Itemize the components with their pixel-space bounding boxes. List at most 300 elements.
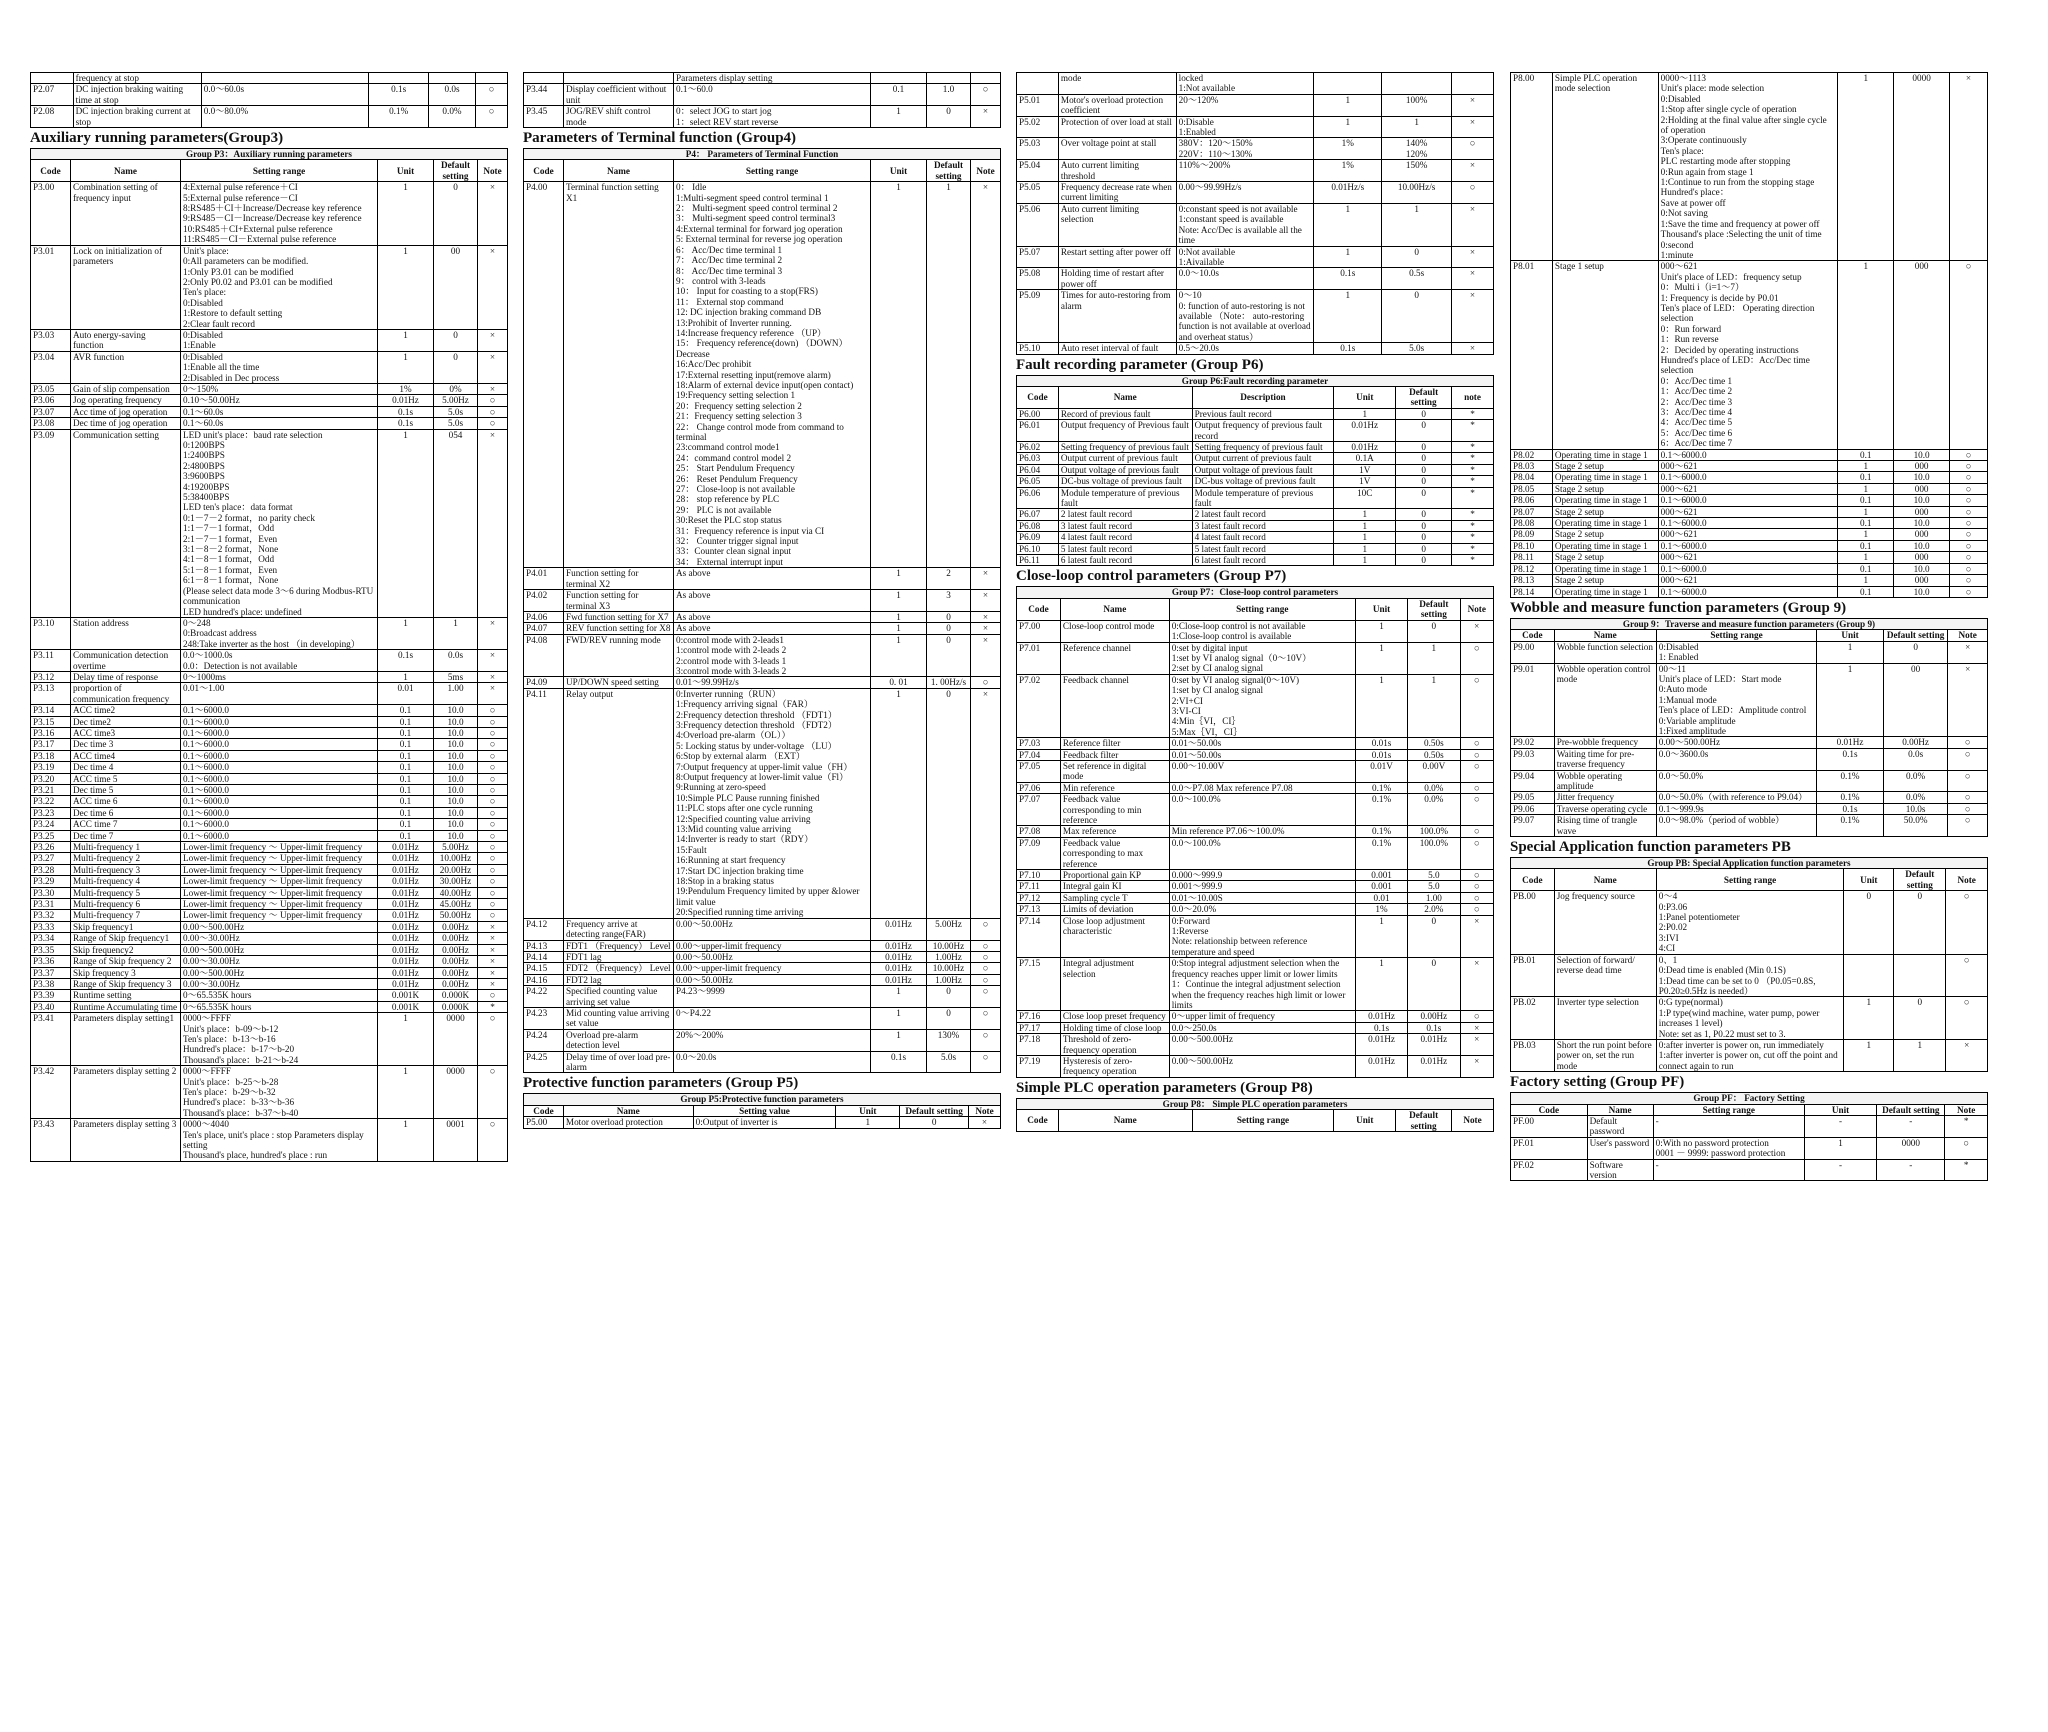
table-cell: 10.0 (434, 807, 478, 818)
table-cell: - (1877, 1159, 1945, 1181)
table-cell: P7.01 (1017, 642, 1061, 674)
table-cell: Waiting time for pre-traverse frequency (1554, 748, 1656, 770)
table-row (31, 106, 508, 128)
table-row (31, 785, 508, 796)
table-cell: 0.1 (378, 727, 434, 738)
column-header: Name (563, 1105, 693, 1116)
table-cell: ○ (1452, 138, 1494, 160)
table-cell: 0.00～30.00Hz (181, 933, 378, 944)
table-row (1017, 915, 1494, 958)
table-cell: Module temperature of previous fault (1058, 487, 1192, 509)
table-cell: ○ (1950, 261, 1988, 449)
table-cell: 0000 (434, 1066, 478, 1119)
table-cell: 1 (378, 329, 434, 351)
table-cell: 0.01Hz (378, 978, 434, 989)
column-header: Code (1017, 386, 1059, 408)
table-cell: 10.0 (434, 705, 478, 716)
table-cell: ○ (478, 727, 508, 738)
table-cell: 1 (1838, 483, 1894, 494)
table-cell: ○ (478, 819, 508, 830)
table-cell: 5.0 (1408, 881, 1460, 892)
table-cell: 0.1s (378, 650, 434, 672)
table-cell: ○ (478, 1119, 508, 1162)
table-cell: 0.0s (429, 84, 476, 106)
table-cell: × (478, 978, 508, 989)
table-cell: P7.13 (1017, 904, 1061, 915)
table-cell: ACC time2 (71, 705, 181, 716)
table-row (524, 84, 1001, 106)
table-cell: 0.00～upper-limit frequency (674, 940, 871, 951)
table-cell: Restart setting after power off (1058, 246, 1176, 268)
table-cell: ACC time3 (71, 727, 181, 738)
table-cell: 1 (1408, 674, 1460, 737)
table-cell: 000～621 (1658, 552, 1838, 563)
column-header: Setting range (1169, 598, 1355, 620)
table-cell: 0.1 (378, 716, 434, 727)
table-cell: P3.40 (31, 1001, 71, 1012)
table-cell: 0 (927, 623, 971, 634)
table-cell: 0 (1396, 420, 1452, 442)
table-cell: 20～120% (1176, 94, 1314, 116)
table-row (1511, 261, 1988, 449)
table-cell: P7.09 (1017, 837, 1061, 869)
table-cell: 0：select JOG to start jog 1：select REV start reverse (674, 106, 871, 128)
table-cell: As above (674, 623, 871, 634)
table-cell: P3.29 (31, 876, 71, 887)
table-cell: 1 (1355, 674, 1407, 737)
table-cell: × (971, 568, 1001, 590)
column-header: Name (1058, 1110, 1192, 1132)
table-row (31, 967, 508, 978)
table-cell (201, 73, 369, 84)
column-header: Setting range (1656, 869, 1843, 891)
table-cell: 0.1 (378, 750, 434, 761)
table-caption: Group 9：Traverse and measure function parameters (Group 9) (1511, 618, 1988, 629)
table-cell: 000～621 (1658, 506, 1838, 517)
table-cell: P8.13 (1511, 575, 1553, 586)
table-cell: × (478, 351, 508, 383)
table-cell: 4 latest fault record (1192, 532, 1334, 543)
table-cell: P6.09 (1017, 532, 1059, 543)
table-cell: 10.0 (1894, 563, 1950, 574)
table-header-row (524, 1105, 1001, 1116)
table-cell: 10.0 (434, 830, 478, 841)
table-cell: 0.1s (1314, 268, 1382, 290)
param-table-groupF (1510, 1092, 1988, 1181)
table-cell: 0.01Hz (378, 864, 434, 875)
table-cell: P9.07 (1511, 815, 1555, 837)
table-cell: ○ (1948, 792, 1988, 803)
table-cell: Multi-frequency 3 (71, 864, 181, 875)
table-cell: × (1452, 160, 1494, 182)
table-cell: ○ (478, 750, 508, 761)
table-cell: Motor's overload protection coefficient (1058, 94, 1176, 116)
table-row (1511, 1039, 1988, 1071)
table-cell: 1 (1355, 620, 1407, 642)
table-row (31, 762, 508, 773)
table-cell: 1 (1817, 663, 1884, 737)
param-table-group8 (1510, 72, 1988, 598)
table-cell: Operating time in stage 1 (1552, 586, 1658, 597)
column-header: Default setting (1894, 869, 1946, 891)
column-header: Unit (1804, 1104, 1876, 1115)
table-row (1017, 674, 1494, 737)
column-header: Setting range (1192, 1110, 1334, 1132)
table-cell (1314, 73, 1382, 95)
table-row (1017, 555, 1494, 566)
table-cell: ○ (1460, 904, 1494, 915)
table-cell: 0 (1396, 532, 1452, 543)
table-cell: Parameters display setting (674, 73, 871, 84)
table-row (1017, 343, 1494, 354)
table-cell (1452, 73, 1494, 95)
table-caption: Group PF： Factory Setting (1511, 1093, 1988, 1104)
table-cell: 10C (1334, 487, 1396, 509)
table-cell: 0.00Hz (434, 967, 478, 978)
table-cell: 0.01～99.99Hz/s (674, 677, 871, 688)
table-cell: 0～150% (181, 383, 378, 394)
table-cell: 0.000K (434, 1001, 478, 1012)
table-cell: P4.01 (524, 568, 564, 590)
table-cell: P7.05 (1017, 760, 1061, 782)
table-cell: P3.04 (31, 351, 71, 383)
table-cell: P9.05 (1511, 792, 1555, 803)
table-cell: 1 (1838, 552, 1894, 563)
table-cell: Default password (1587, 1115, 1653, 1137)
table-cell: P8.12 (1511, 563, 1553, 574)
table-cell: ACC time 5 (71, 773, 181, 784)
table-cell: 1 (1314, 246, 1382, 268)
table-cell: ○ (1460, 782, 1494, 793)
table-cell: 000 (1894, 552, 1950, 563)
table-cell: Rising time of trangle wave (1554, 815, 1656, 837)
table-cell: * (1452, 555, 1494, 566)
table-cell: Record of previous fault (1058, 408, 1192, 419)
table-cell: P3.08 (31, 418, 71, 429)
table-cell: Communication setting (71, 429, 181, 617)
table-cell: 0:Inverter running（RUN） 1:Frequency arriving signal（FAR） 2:Frequency detection threshold （FDT1） 3:Frequency detection threshold （FDT2） 4:Overload pre-alarm（OL）） 5: Locking status by under-voltage （LU） 6:Stop by external alarm （EXT） 7:Output frequency at upper-limit value（FH） 8:Output frequency at lower-limit value（Fl） 9:Running at zero-speed 10:Simple PLC Pause running finished 11:PLC stops after one cycle running 12:Specified counting value arriving 13:Mid counting value arriving 14:Inverter is ready to start（RDY） 15:Fault 16:Running at start frequency 17:Start DC injection braking time 18:Stop in a braking status 19:Pendulum Frequency limited by upper &lower limit value 20:Specified running time arriving (674, 688, 871, 918)
table-cell: P9.01 (1511, 663, 1555, 737)
table-cell: P5.09 (1017, 290, 1059, 343)
table-cell: Previous fault record (1192, 408, 1334, 419)
table-cell: 0 (1883, 641, 1948, 663)
table-row (1511, 770, 1988, 792)
table-cell: Operating time in stage 1 (1552, 540, 1658, 551)
table-row (524, 623, 1001, 634)
table-cell: P4.23～9999 (674, 986, 871, 1008)
table-cell: 000～621 (1658, 529, 1838, 540)
table-cell: × (1460, 1055, 1494, 1077)
table-cell: DC-bus voltage of previous fault (1058, 476, 1192, 487)
table-cell: 10.00Hz/s (1382, 182, 1452, 204)
table-cell: ○ (1950, 529, 1988, 540)
table-row (524, 986, 1001, 1008)
table-row (31, 944, 508, 955)
column-header: note (1452, 386, 1494, 408)
table-cell: 6 latest fault record (1192, 555, 1334, 566)
table-cell: User's password (1587, 1137, 1653, 1159)
table-cell: proportion of communication frequency (71, 683, 181, 705)
table-cell: 0.01Hz (378, 876, 434, 887)
table-cell: locked 1:Not available (1176, 73, 1314, 95)
table-cell: 1 (1334, 408, 1396, 419)
table-cell: 1.00 (434, 683, 478, 705)
table-cell: P4.06 (524, 611, 564, 622)
table-cell: 0.01Hz (871, 974, 927, 985)
table-cell (927, 73, 971, 84)
table-cell: P3.01 (31, 245, 71, 329)
table-cell: Stage 2 setup (1552, 506, 1658, 517)
table-cell: P5.07 (1017, 246, 1059, 268)
table-cell: P4.24 (524, 1029, 564, 1051)
table-cell: 0000 (434, 1013, 478, 1066)
table-cell: 0 (927, 611, 971, 622)
table-row (1017, 408, 1494, 419)
table-cell: P3.45 (524, 106, 564, 128)
table-cell: 0.01Hz (871, 918, 927, 940)
table-cell: 0～65.535K hours (181, 1001, 378, 1012)
table-cell: ○ (1460, 642, 1494, 674)
column-header: Setting value (693, 1105, 836, 1116)
table-cell: ○ (1460, 738, 1494, 749)
table-row (1511, 997, 1988, 1040)
table-cell: Parameters display setting1 (71, 1013, 181, 1066)
param-table-group5 (1016, 72, 1494, 355)
table-row (1017, 73, 1494, 95)
table-cell: 0.01Hz (1355, 1011, 1407, 1022)
table-row (524, 677, 1001, 688)
table-cell: 0.1% (369, 106, 429, 128)
table-row (1511, 73, 1988, 261)
table-cell: × (478, 956, 508, 967)
table-cell: 0. 01 (871, 677, 927, 688)
table-cell: × (478, 683, 508, 705)
table-cell: P3.37 (31, 967, 71, 978)
table-cell: P8.07 (1511, 506, 1553, 517)
table-row (524, 963, 1001, 974)
table-header-row (1017, 598, 1494, 620)
table-cell (971, 73, 1001, 84)
table-cell: 2 latest fault record (1058, 509, 1192, 520)
table-cell: 0.1% (1817, 792, 1884, 803)
table-cell: P9.03 (1511, 748, 1555, 770)
table-cell: × (971, 623, 1001, 634)
table-cell: ○ (1948, 803, 1988, 814)
table-cell: 1. 00Hz/s (927, 677, 971, 688)
table-cell: 0.1 (378, 762, 434, 773)
table-cell: 000 (1894, 261, 1950, 449)
table-row (524, 106, 1001, 128)
table-cell: P4.12 (524, 918, 564, 940)
section-title: Protective function parameters (Group P5) (523, 1075, 799, 1092)
table-cell: 0 (1396, 509, 1452, 520)
table-cell: P7.12 (1017, 892, 1061, 903)
table-cell: 0.1 (378, 739, 434, 750)
table-cell: As above (674, 568, 871, 590)
table-cell: 054 (434, 429, 478, 617)
column-header: Code (524, 1105, 564, 1116)
table-cell: Output current of previous fault (1058, 453, 1192, 464)
table-header-row (1017, 386, 1494, 408)
table-cell: P6.06 (1017, 487, 1059, 509)
table-cell: P3.19 (31, 762, 71, 773)
table-cell: Holding time of close loop (1060, 1022, 1169, 1033)
table-cell (1382, 73, 1452, 95)
column-header: Unit (871, 160, 927, 182)
table-row (31, 383, 508, 394)
table-cell: ○ (1945, 1137, 1988, 1159)
table-cell: 0.1 (1838, 540, 1894, 551)
table-cell: P6.10 (1017, 543, 1059, 554)
table-row (31, 819, 508, 830)
table-row (524, 688, 1001, 918)
table-row (1511, 815, 1988, 837)
table-cell: Delay time of over load pre-alarm (564, 1051, 674, 1073)
table-cell: P7.08 (1017, 826, 1061, 837)
table-cell: × (971, 634, 1001, 677)
table-cell: PB.01 (1511, 954, 1555, 997)
table-cell: 1 (927, 182, 971, 568)
table-cell: P3.38 (31, 978, 71, 989)
table-cell: 0.1% (1355, 826, 1407, 837)
table-cell: 1 (871, 634, 927, 677)
table-cell: 0 (1396, 476, 1452, 487)
table-cell: 0.01Hz (378, 944, 434, 955)
table-cell: 1% (1314, 138, 1382, 160)
table-cell: Parameters display setting 2 (71, 1066, 181, 1119)
table-cell: 1 (1838, 73, 1894, 261)
table-cell: ○ (478, 842, 508, 853)
table-cell: Auto energy-saving function (71, 329, 181, 351)
table-caption: Group P5:Protective function parameters (524, 1094, 1001, 1105)
table-cell: 0.1～60.0 (674, 84, 871, 106)
table-cell: ○ (1460, 760, 1494, 782)
table-cell: P2.07 (31, 84, 74, 106)
table-cell: 1 (1314, 94, 1382, 116)
table-cell: 0.01～10.00S (1169, 892, 1355, 903)
table-cell: ○ (1946, 954, 1988, 997)
param-table-group3 (30, 148, 508, 1162)
table-cell: P9.06 (1511, 803, 1555, 814)
table-cell: 1 (1314, 203, 1382, 246)
table-cell: × (1460, 620, 1494, 642)
table-cell: 0.1% (1355, 782, 1407, 793)
table-cell: P4.16 (524, 974, 564, 985)
table-cell: Feedback value corresponding to max reference (1060, 837, 1169, 869)
table-cell: P8.08 (1511, 518, 1553, 529)
table-header-row (31, 160, 508, 182)
table-cell: ○ (1946, 997, 1988, 1040)
table-row (1511, 1137, 1988, 1159)
table-cell: ○ (478, 1066, 508, 1119)
table-cell: 0 (1396, 555, 1452, 566)
table-cell: Display coefficient without unit (564, 84, 674, 106)
table-cell: 0.50s (1408, 738, 1460, 749)
table-cell: Operating time in stage 1 (1552, 472, 1658, 483)
table-cell: × (971, 182, 1001, 568)
table-cell: P4.11 (524, 688, 564, 918)
column-1 (30, 72, 508, 1162)
table-cell: 1 (1838, 506, 1894, 517)
table-cell: 0.01s (1355, 738, 1407, 749)
table-row (1017, 1055, 1494, 1077)
table-cell: P9.00 (1511, 641, 1555, 663)
table-caption-row (1017, 587, 1494, 598)
table-cell: P6.11 (1017, 555, 1059, 566)
table-cell: Dec time 4 (71, 762, 181, 773)
table-cell: 000 (1894, 575, 1950, 586)
table-cell: P5.05 (1017, 182, 1059, 204)
table-row (1511, 540, 1988, 551)
table-cell: frequency at stop (73, 73, 201, 84)
table-cell: 0.10～50.00Hz (181, 395, 378, 406)
table-cell: 0 (927, 106, 971, 128)
table-cell: P7.03 (1017, 738, 1061, 749)
column-header: Unit (378, 160, 434, 182)
table-row (1017, 892, 1494, 903)
table-cell: 0 (927, 634, 971, 677)
table-cell: 0.0～50.0% (1656, 770, 1816, 792)
table-row (31, 1119, 508, 1162)
table-row (1017, 138, 1494, 160)
table-cell: Combination setting of frequency input (71, 182, 181, 245)
table-cell: 1 (1838, 575, 1894, 586)
table-row (31, 716, 508, 727)
table-cell: ○ (1950, 518, 1988, 529)
table-cell: 0.50s (1408, 749, 1460, 760)
table-cell: P5.04 (1017, 160, 1059, 182)
table-row (31, 887, 508, 898)
table-row (1017, 881, 1494, 892)
table-cell: P7.10 (1017, 870, 1061, 881)
table-cell: 1 (836, 1117, 900, 1128)
table-cell: ○ (971, 963, 1001, 974)
table-cell: 0.00Hz (434, 933, 478, 944)
table-row (1511, 748, 1988, 770)
table-cell: 0.1～6000.0 (1658, 518, 1838, 529)
table-cell: Jitter frequency (1554, 792, 1656, 803)
table-cell: 1 (378, 1066, 434, 1119)
table-cell: 0.01Hz (378, 853, 434, 864)
table-cell: P9.04 (1511, 770, 1555, 792)
table-cell: 0.01Hz (1334, 442, 1396, 453)
table-row (1511, 586, 1988, 597)
table-cell: 1.00Hz (927, 974, 971, 985)
table-row (31, 842, 508, 853)
table-cell: P7.00 (1017, 620, 1061, 642)
section-title: Parameters of Terminal function (Group4) (523, 130, 797, 147)
table-row (31, 617, 508, 649)
table-header-row (1017, 1110, 1494, 1132)
section-title: Special Application function parameters PB (1510, 839, 1791, 856)
table-cell: * (1452, 543, 1494, 554)
table-cell: 0 (434, 182, 478, 245)
table-cell: 1.00Hz (927, 951, 971, 962)
table-row (1017, 1011, 1494, 1022)
table-cell: × (1460, 958, 1494, 1011)
table-row (1017, 420, 1494, 442)
table-row (1017, 782, 1494, 793)
column-header: Code (1017, 598, 1061, 620)
table-row (1511, 495, 1988, 506)
table-row (1017, 203, 1494, 246)
table-cell: P7.15 (1017, 958, 1061, 1011)
table-cell: P3.25 (31, 830, 71, 841)
table-cell: 000～621 Unit's place of LED：frequency setup 0：Multi i（i=1～7） 1: Frequency is decide by P0.01 Ten's place of LED： Operating direction selection 0：Run forward 1：Run reverse 2：Decided by operating instructions Hundred's place of LED：Acc/Dec time selection 0：Acc/Dec time 1 1：Acc/Dec time 2 2：Acc/Dec time 3 3：Acc/Dec time 4 4：Acc/Dec time 5 5：Acc/Dec time 6 6：Acc/Dec time 7 (1658, 261, 1838, 449)
table-cell: 10.0 (434, 773, 478, 784)
table-cell: 0 (1894, 891, 1946, 954)
table-cell: P3.12 (31, 671, 71, 682)
